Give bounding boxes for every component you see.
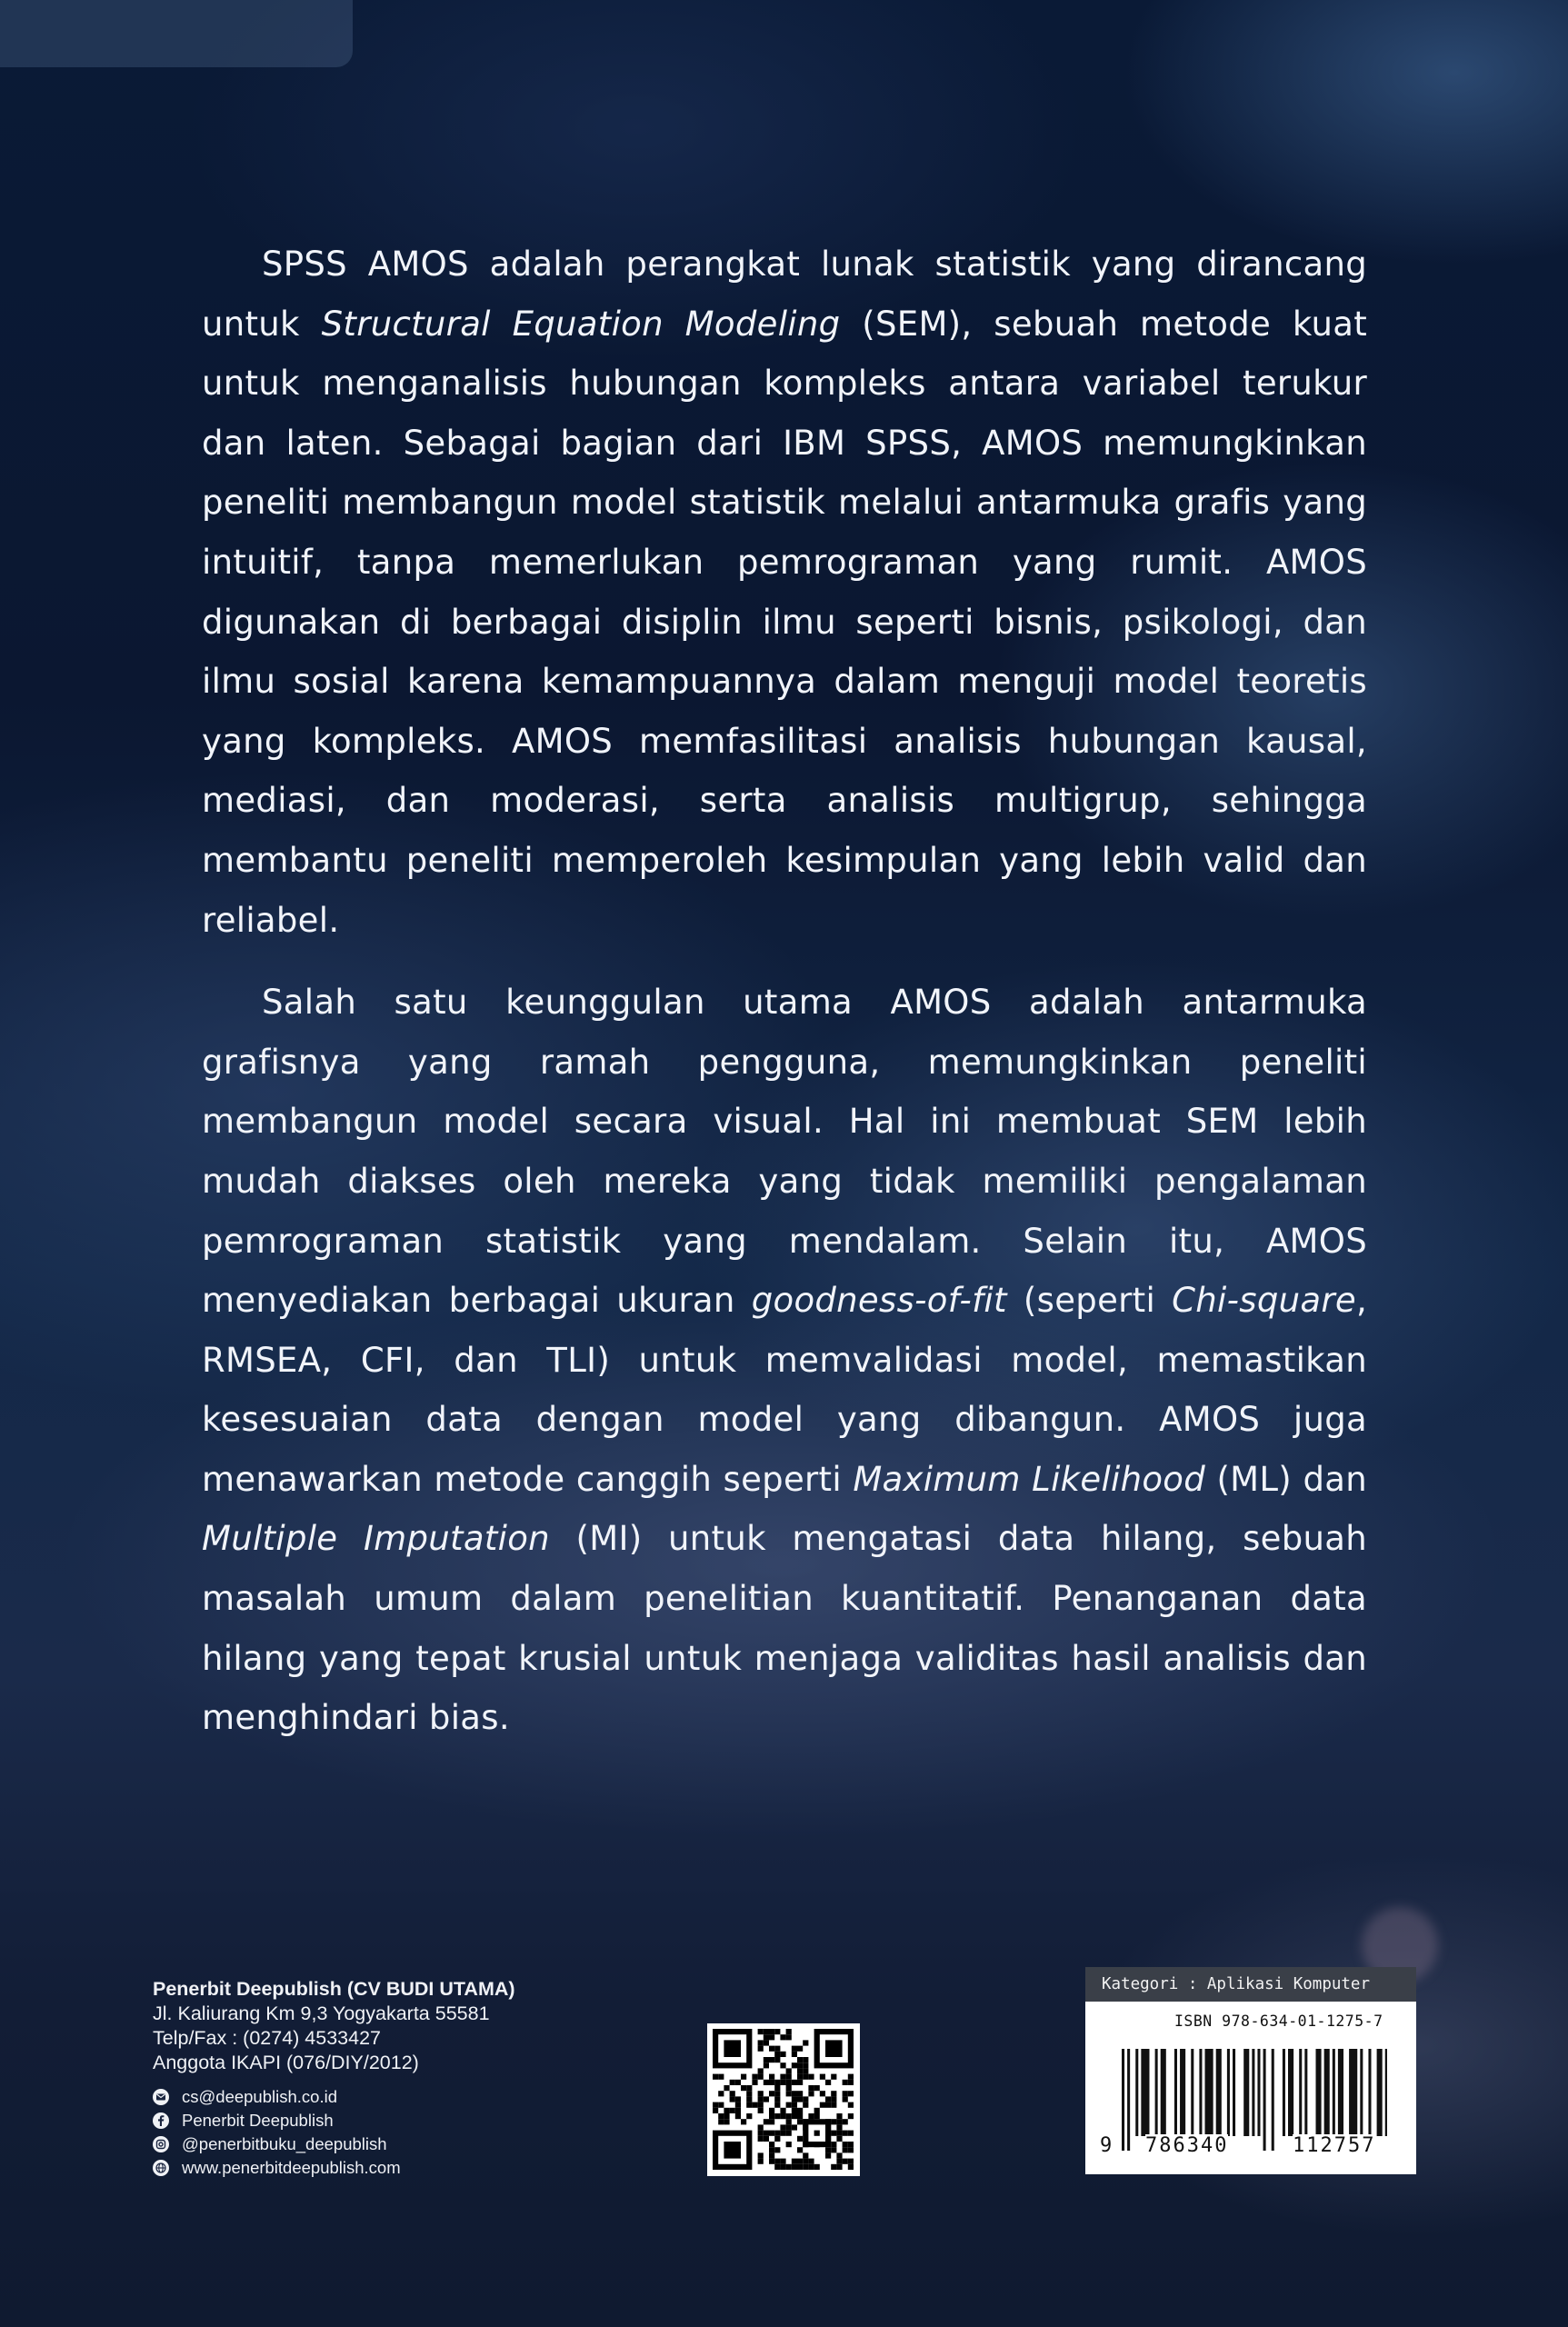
- book-category: Kategori : Aplikasi Komputer: [1085, 1967, 1416, 2002]
- publisher-name: Penerbit Deepublish (CV BUDI UTAMA): [153, 1978, 515, 2000]
- blurb-paragraph-2: [202, 973, 1367, 1748]
- publisher-contacts: [153, 2085, 401, 2180]
- isbn-number: ISBN 978-634-01-1275-7: [1174, 2012, 1383, 2030]
- text-run: SPSS AMOS adalah perangkat lunak statistik yang dirancang untuk: [202, 245, 1367, 344]
- text-run: , RMSEA, CFI, dan TLI) untuk memvalidasi model, memastikan kesesuaian data dengan model yang dibangun. AMOS juga menawarkan metode canggih seperti: [202, 1281, 1368, 1499]
- italic-term: Structural Equation Modeling: [321, 304, 841, 344]
- barcode-digits-left: 786340: [1145, 2134, 1229, 2157]
- publisher-membership: Anggota IKAPI (076/DIY/2012): [153, 2052, 419, 2073]
- globe-icon: [153, 2160, 169, 2176]
- contact-website: [153, 2156, 401, 2180]
- barcode-area: [1085, 2002, 1416, 2174]
- contact-website-text: www.penerbitdeepublish.com: [182, 2158, 401, 2177]
- contact-instagram-text: @penerbitbuku_deepublish: [182, 2134, 387, 2153]
- italic-term: Multiple Imputation: [202, 1519, 550, 1559]
- contact-facebook-text: Penerbit Deepublish: [182, 2111, 334, 2130]
- contact-facebook: [153, 2109, 401, 2132]
- contact-email-text: cs@deepublish.co.id: [182, 2087, 337, 2106]
- text-run: (MI) untuk mengatasi data hilang, sebuah masalah umum dalam penelitian kuantitatif. Penanganan data hilang yang tepat krusial untuk menjaga validitas hasil analisis dan menghindari bias.: [202, 1519, 1367, 1738]
- text-run: (seperti: [1006, 1281, 1173, 1321]
- instagram-icon: [153, 2136, 169, 2152]
- text-run: (ML) dan: [1205, 1459, 1367, 1499]
- corner-tab: [0, 0, 353, 67]
- publisher-address: Jl. Kaliurang Km 9,3 Yogyakarta 55581: [153, 2002, 490, 2024]
- italic-term: Chi-square: [1172, 1281, 1356, 1321]
- publisher-phone: Telp/Fax : (0274) 4533427: [153, 2027, 381, 2049]
- italic-term: goodness-of-fit: [751, 1281, 1007, 1321]
- blurb-paragraph-1: [202, 235, 1367, 950]
- text-run: Salah satu keunggulan utama AMOS adalah antarmuka grafisnya yang ramah pengguna, memungkinkan peneliti membangun model secara visual. Hal ini membuat SEM lebih mudah diakses oleh mereka yang tidak memiliki pengalaman pemrograman statistik yang mendalam. Selain itu, AMOS menyediakan berbagai ukuran: [202, 983, 1367, 1321]
- publisher-info: [153, 1977, 515, 2075]
- barcode-digits-right: 112757: [1293, 2134, 1376, 2157]
- facebook-icon: [153, 2112, 169, 2129]
- text-run: (SEM), sebuah metode kuat untuk menganalisis hubungan kompleks antara variabel terukur dan laten. Sebagai bagian dari IBM SPSS, AMOS memungkinkan peneliti membangun model statistik melalui antarmuka grafis yang intuitif, tanpa memerlukan pemrograman yang rumit. AMOS digunakan di berbagai disiplin ilmu seperti bisnis, psikologi, dan ilmu sosial karena kemampuannya dalam menguji model teoretis yang kompleks. AMOS memfasilitasi analisis hubungan kausal, mediasi, dan moderasi, serta analisis multigrup, sehingga membantu peneliti memperoleh kesimpulan yang lebih valid dan reliabel.: [202, 304, 1367, 940]
- isbn-barcode-panel: [1085, 1967, 1416, 2174]
- back-cover-blurb: [202, 235, 1367, 1771]
- email-icon: [153, 2089, 169, 2105]
- italic-term: Maximum Likelihood: [853, 1459, 1206, 1499]
- qr-code: [707, 2023, 860, 2176]
- contact-email: [153, 2085, 401, 2109]
- contact-instagram: [153, 2132, 401, 2156]
- barcode-digit-first: 9: [1100, 2134, 1114, 2157]
